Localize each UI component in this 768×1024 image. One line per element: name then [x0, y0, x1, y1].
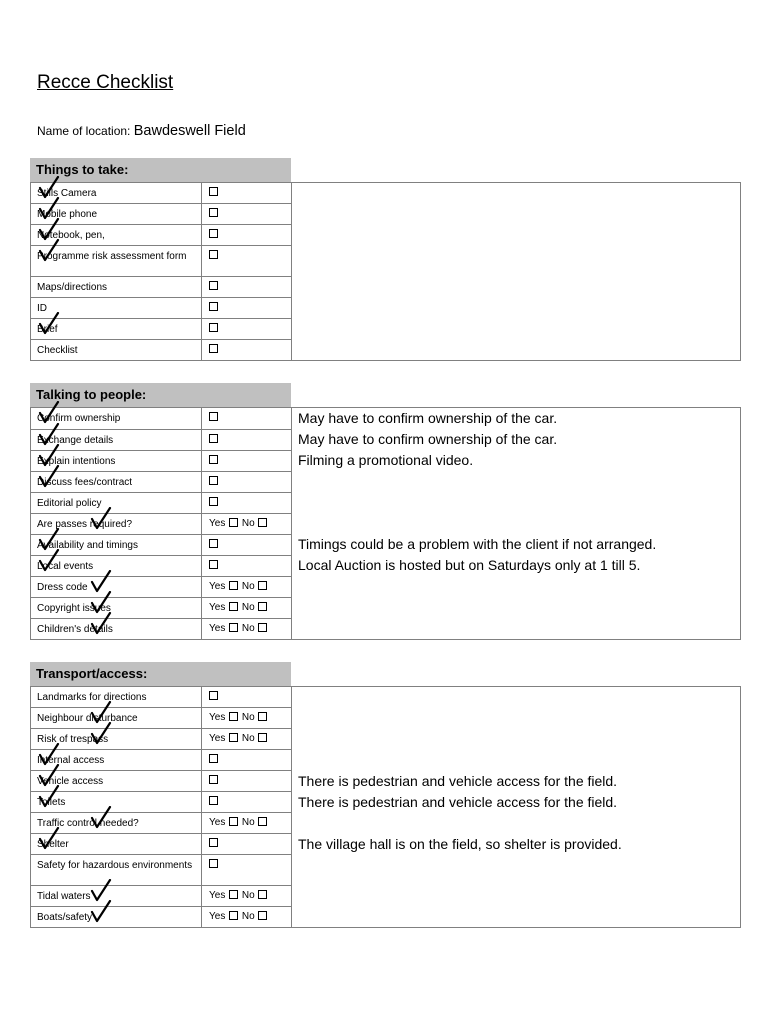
no-label: No	[241, 733, 255, 744]
checklist-item-label: Editorial policy	[31, 492, 202, 513]
checklist-item-label: Internal access	[31, 750, 202, 771]
answer-cell	[202, 792, 292, 813]
yes-label: Yes	[209, 733, 226, 744]
yes-checkbox[interactable]	[229, 817, 238, 826]
checklist-item-label: Dress code	[31, 576, 202, 597]
table-row	[31, 471, 741, 492]
note-text	[292, 729, 741, 750]
table-row	[31, 429, 741, 450]
checklist-item-label: Risk of trespass	[31, 729, 202, 750]
checkbox[interactable]	[209, 560, 218, 569]
checklist-item-label: Explain intentions	[31, 450, 202, 471]
checkbox[interactable]	[209, 229, 218, 238]
note-text	[292, 618, 741, 639]
note-text	[292, 886, 741, 907]
note-text	[292, 597, 741, 618]
table-row	[31, 246, 741, 277]
answer-cell	[202, 771, 292, 792]
answer-cell	[202, 534, 292, 555]
table-row	[31, 225, 741, 246]
note-text	[292, 687, 741, 708]
no-label: No	[241, 817, 255, 828]
answer-cell	[202, 886, 292, 907]
checklist-item-label: Copyright issues	[31, 597, 202, 618]
checklist-item-label: Local events	[31, 555, 202, 576]
checklist-item-label: Tidal waters	[31, 886, 202, 907]
answer-cell	[202, 555, 292, 576]
answer-cell	[202, 813, 292, 834]
yes-checkbox[interactable]	[229, 890, 238, 899]
checklist-item-label: Mobile phone	[31, 204, 202, 225]
table-row	[31, 750, 741, 771]
no-label: No	[241, 712, 255, 723]
section-heading: Talking to people:	[30, 383, 291, 407]
table-row	[31, 771, 741, 792]
answer-cell	[202, 855, 292, 886]
answer-cell	[202, 298, 292, 319]
section-transport-access	[30, 662, 741, 928]
section-things-to-take	[30, 158, 741, 361]
answer-cell	[202, 576, 292, 597]
table-row	[31, 792, 741, 813]
yes-label: Yes	[209, 712, 226, 723]
checklist-item-label: Confirm ownership	[31, 408, 202, 430]
table-row	[31, 834, 741, 855]
table-row	[31, 907, 741, 928]
table-row	[31, 277, 741, 298]
table-row	[31, 340, 741, 361]
checkbox[interactable]	[209, 796, 218, 805]
note-text	[292, 750, 741, 771]
table-row	[31, 555, 741, 576]
note-text: There is pedestrian and vehicle access for the field.	[292, 792, 741, 813]
note-text	[292, 471, 741, 492]
no-checkbox[interactable]	[258, 911, 267, 920]
note-text: The village hall is on the field, so shelter is provided.	[292, 834, 741, 855]
location-label: Name of location:	[37, 124, 131, 138]
answer-cell	[202, 340, 292, 361]
checklist-item-label: Discuss fees/contract	[31, 471, 202, 492]
table-row	[31, 408, 741, 430]
yes-checkbox[interactable]	[229, 581, 238, 590]
table-row	[31, 450, 741, 471]
yes-label: Yes	[209, 601, 226, 613]
checkbox[interactable]	[209, 775, 218, 784]
checkbox[interactable]	[209, 754, 218, 763]
checklist-item-label: Availability and timings	[31, 534, 202, 555]
note-text	[292, 813, 741, 834]
no-label: No	[241, 601, 255, 613]
table-row	[31, 492, 741, 513]
answer-cell	[202, 907, 292, 928]
no-checkbox[interactable]	[258, 817, 267, 826]
checkbox[interactable]	[209, 838, 218, 847]
answer-cell	[202, 277, 292, 298]
no-checkbox[interactable]	[258, 623, 267, 632]
no-checkbox[interactable]	[258, 581, 267, 590]
table-row	[31, 576, 741, 597]
checkbox[interactable]	[209, 281, 218, 290]
answer-cell	[202, 183, 292, 204]
yes-label: Yes	[209, 890, 226, 901]
yes-checkbox[interactable]	[229, 911, 238, 920]
table-row	[31, 886, 741, 907]
table-row	[31, 534, 741, 555]
checklist-item-label: Boats/safety	[31, 907, 202, 928]
checkbox[interactable]	[209, 302, 218, 311]
yes-checkbox[interactable]	[229, 602, 238, 611]
note-text	[292, 298, 741, 319]
yes-checkbox[interactable]	[229, 518, 238, 527]
table-row	[31, 729, 741, 750]
no-checkbox[interactable]	[258, 518, 267, 527]
note-text	[292, 576, 741, 597]
no-checkbox[interactable]	[258, 733, 267, 742]
table-row	[31, 183, 741, 204]
no-label: No	[241, 622, 255, 634]
no-checkbox[interactable]	[258, 890, 267, 899]
checklist-item-label: Are passes required?	[31, 513, 202, 534]
checkbox[interactable]	[209, 455, 218, 464]
checkbox[interactable]	[209, 250, 218, 259]
checklist-item-label: Shelter	[31, 834, 202, 855]
checklist-item-label: Toilets	[31, 792, 202, 813]
checklist-item-label: Checklist	[31, 340, 202, 361]
answer-cell	[202, 471, 292, 492]
table-row	[31, 298, 741, 319]
no-label: No	[241, 517, 255, 529]
note-text	[292, 183, 741, 204]
page-title: Recce Checklist	[37, 72, 174, 93]
note-text: May have to confirm ownership of the car.	[292, 429, 741, 450]
section-heading: Transport/access:	[30, 662, 291, 686]
checkbox[interactable]	[209, 476, 218, 485]
checkbox[interactable]	[209, 344, 218, 353]
answer-cell	[202, 319, 292, 340]
checklist-item-label: Children's details	[31, 618, 202, 639]
no-label: No	[241, 911, 255, 922]
note-text: Filming a promotional video.	[292, 450, 741, 471]
checklist-item-label: Safety for hazardous environments	[31, 855, 202, 886]
table-row	[31, 204, 741, 225]
answer-cell	[202, 687, 292, 708]
note-text: Timings could be a problem with the client if not arranged.	[292, 534, 741, 555]
checkbox[interactable]	[209, 497, 218, 506]
note-text: May have to confirm ownership of the car.	[292, 408, 741, 430]
checklist-item-label: Landmarks for directions	[31, 687, 202, 708]
note-text	[292, 492, 741, 513]
yes-checkbox[interactable]	[229, 623, 238, 632]
checklist-item-label: Maps/directions	[31, 277, 202, 298]
table-row	[31, 513, 741, 534]
checkbox[interactable]	[209, 691, 218, 700]
yes-checkbox[interactable]	[229, 733, 238, 742]
checkbox[interactable]	[209, 323, 218, 332]
table-row	[31, 687, 741, 708]
answer-cell	[202, 597, 292, 618]
yes-checkbox[interactable]	[229, 712, 238, 721]
checkbox[interactable]	[209, 208, 218, 217]
note-text	[292, 246, 741, 277]
no-checkbox[interactable]	[258, 712, 267, 721]
answer-cell	[202, 750, 292, 771]
yes-label: Yes	[209, 517, 226, 529]
answer-cell	[202, 492, 292, 513]
answer-cell	[202, 834, 292, 855]
yes-label: Yes	[209, 580, 226, 592]
table-row	[31, 708, 741, 729]
note-text	[292, 277, 741, 298]
checkbox[interactable]	[209, 539, 218, 548]
yes-label: Yes	[209, 911, 226, 922]
table-row	[31, 597, 741, 618]
note-text	[292, 708, 741, 729]
answer-cell	[202, 246, 292, 277]
section-talking-to-people	[30, 383, 741, 640]
checkbox[interactable]	[209, 434, 218, 443]
table-row	[31, 813, 741, 834]
no-label: No	[241, 890, 255, 901]
checklist-item-label: Notebook, pen,	[31, 225, 202, 246]
checklist-item-label: Stills Camera	[31, 183, 202, 204]
answer-cell	[202, 429, 292, 450]
checklist-item-label: Vehicle access	[31, 771, 202, 792]
note-text	[292, 513, 741, 534]
note-text	[292, 340, 741, 361]
answer-cell	[202, 225, 292, 246]
note-text	[292, 225, 741, 246]
checklist-table	[30, 407, 741, 640]
checklist-item-label: Brief	[31, 319, 202, 340]
location-line	[37, 123, 246, 139]
checklist-item-label: Traffic control needed?	[31, 813, 202, 834]
note-text	[292, 907, 741, 928]
location-value: Bawdeswell Field	[133, 123, 246, 139]
yes-label: Yes	[209, 817, 226, 828]
answer-cell	[202, 450, 292, 471]
note-text: Local Auction is hosted but on Saturdays only at 1 till 5.	[292, 555, 741, 576]
table-row	[31, 319, 741, 340]
checklist-table	[30, 686, 741, 928]
answer-cell	[202, 708, 292, 729]
answer-cell	[202, 729, 292, 750]
answer-cell	[202, 513, 292, 534]
yes-label: Yes	[209, 622, 226, 634]
checklist-item-label: Exchange details	[31, 429, 202, 450]
checklist-item-label: Neighbour disturbance	[31, 708, 202, 729]
table-row	[31, 618, 741, 639]
answer-cell	[202, 618, 292, 639]
checklist-item-label: ID	[31, 298, 202, 319]
note-text	[292, 319, 741, 340]
no-checkbox[interactable]	[258, 602, 267, 611]
checklist-item-label: Programme risk assessment form	[31, 246, 202, 277]
answer-cell	[202, 204, 292, 225]
no-label: No	[241, 580, 255, 592]
section-heading: Things to take:	[30, 158, 291, 182]
checklist-table	[30, 182, 741, 361]
checkbox[interactable]	[209, 187, 218, 196]
checkbox[interactable]	[209, 859, 218, 868]
note-text	[292, 855, 741, 886]
note-text	[292, 204, 741, 225]
note-text: There is pedestrian and vehicle access for the field.	[292, 771, 741, 792]
answer-cell	[202, 408, 292, 430]
checkbox[interactable]	[209, 412, 218, 421]
table-row	[31, 855, 741, 886]
